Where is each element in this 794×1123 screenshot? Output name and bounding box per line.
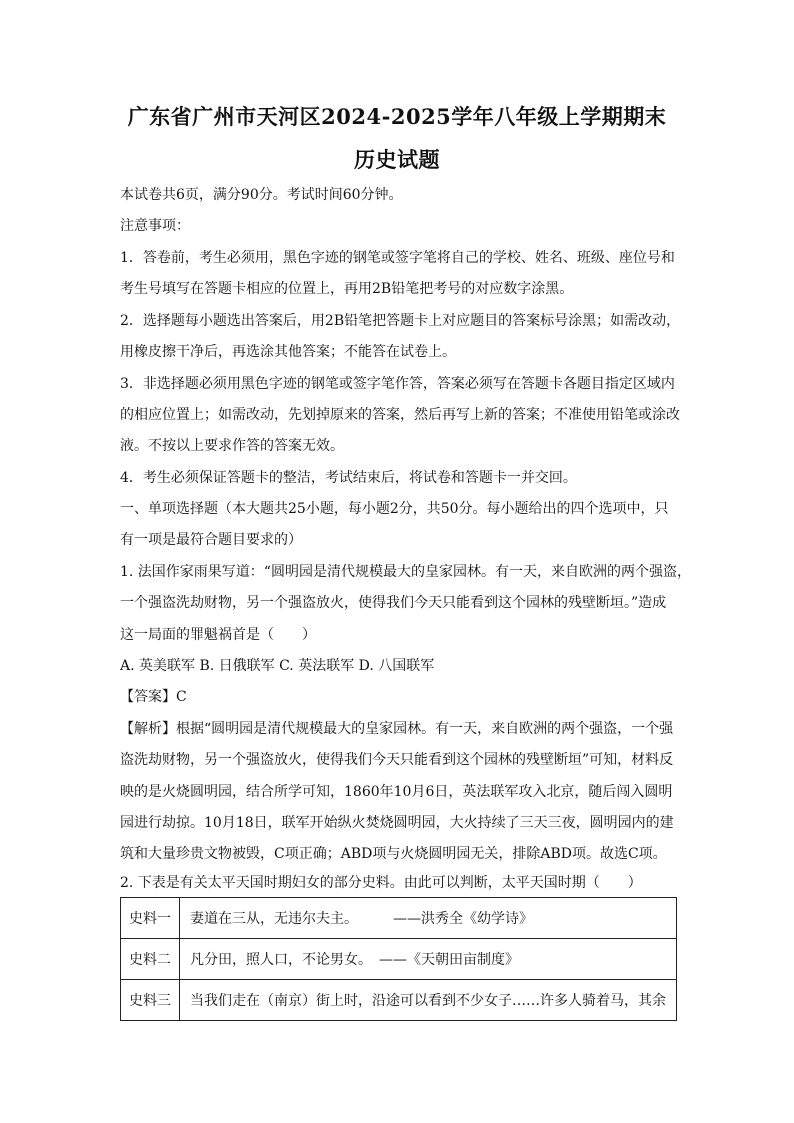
table-row xyxy=(121,980,677,1021)
source-label: 史料一 xyxy=(121,898,180,939)
source-text: 当我们走在（南京）街上时，沿途可以看到不少女子……许多人骑着马，其余 xyxy=(180,980,677,1021)
section-heading-cont: 有一项是最符合题目要求的） xyxy=(120,532,302,548)
q1-analysis: 筑和大量珍贵文物被毁，C项正确；ABD项与火烧圆明园无关，排除ABD项。故选C项。 xyxy=(120,846,667,862)
note-line: 2．选择题每小题选出答案后，用2B铅笔把答题卡上对应题目的答案标号涂黑；如需改动， xyxy=(120,313,681,329)
source-label: 史料二 xyxy=(121,939,180,980)
source-text: 凡分田，照人口，不论男女。 ——《天朝田亩制度》 xyxy=(180,939,677,980)
note-line: 3．非选择题必须用黑色字迹的钢笔或签字笔作答，答案必须写在答题卡各题目指定区域内 xyxy=(120,376,675,392)
source-table xyxy=(120,897,677,1021)
table-row xyxy=(121,939,677,980)
table-row xyxy=(121,898,677,939)
note-line: 液。不按以上要求作答的答案无效。 xyxy=(120,438,344,454)
source-label: 史料三 xyxy=(121,980,180,1021)
q1-analysis: 【解析】根据“圆明园是清代规模最大的皇家园林。有一天，来自欧洲的两个强盗，一个强 xyxy=(120,721,674,737)
exam-subtitle: 历史试题 xyxy=(354,147,440,172)
q2-stem: 2. 下表是有关太平天国时期妇女的部分史料。由此可以判断，太平天国时期（ ） xyxy=(120,875,642,891)
q1-answer: 【答案】C xyxy=(120,689,187,705)
note-line: 考生号填写在答题卡相应的位置上，再用2B铅笔把考号的对应数字涂黑。 xyxy=(120,281,574,297)
exam-title: 广东省广州市天河区2024-2025学年八年级上学期期末 xyxy=(127,104,667,129)
note-line: 1．答卷前，考生必须用，黑色字迹的钢笔或签字笔将自己的学校、姓名、班级、座位号和 xyxy=(120,250,675,266)
notes-heading: 注意事项： xyxy=(120,218,190,234)
note-line: 用橡皮擦干净后，再选涂其他答案；不能答在试卷上。 xyxy=(120,344,456,360)
q1-stem: 1. 法国作家雨果写道：“圆明园是清代规模最大的皇家园林。有一天，来自欧洲的两个强盗， xyxy=(120,564,691,580)
source-text: 妻道在三从，无违尔夫主。 ——洪秀全《幼学诗》 xyxy=(180,898,677,939)
q1-stem: 这一局面的罪魁祸首是（ ） xyxy=(120,627,316,643)
note-line: 4．考生必须保证答题卡的整洁，考试结束后，将试卷和答题卡一并交回。 xyxy=(120,470,577,486)
q1-options: A. 英美联军 B. 日俄联军 C. 英法联军 D. 八国联军 xyxy=(120,658,435,674)
q1-analysis: 盗洗劫财物，另一个强盗放火，使得我们今天只能看到这个园林的残壁断垣”可知，材料反 xyxy=(120,752,674,768)
q1-analysis: 映的是火烧圆明园，结合所学可知，1860年10月6日，英法联军攻入北京，随后闯入圆明 xyxy=(120,784,673,800)
q1-analysis: 园进行劫掠。10月18日，联军开始纵火焚烧圆明园，大火持续了三天三夜，圆明园内的建 xyxy=(120,815,674,831)
section-heading: 一、单项选择题（本大题共25小题，每小题2分，共50分。每小题给出的四个选项中，只 xyxy=(120,501,669,517)
exam-intro: 本试卷共6页，满分90分。考试时间60分钟。 xyxy=(120,187,403,203)
note-line: 的相应位置上；如需改动，先划掉原来的答案，然后再写上新的答案；不准使用铅笔或涂改 xyxy=(120,407,680,423)
q1-stem: 一个强盗洗劫财物，另一个强盗放火，使得我们今天只能看到这个园林的残壁断垣。”造成 xyxy=(120,595,667,611)
